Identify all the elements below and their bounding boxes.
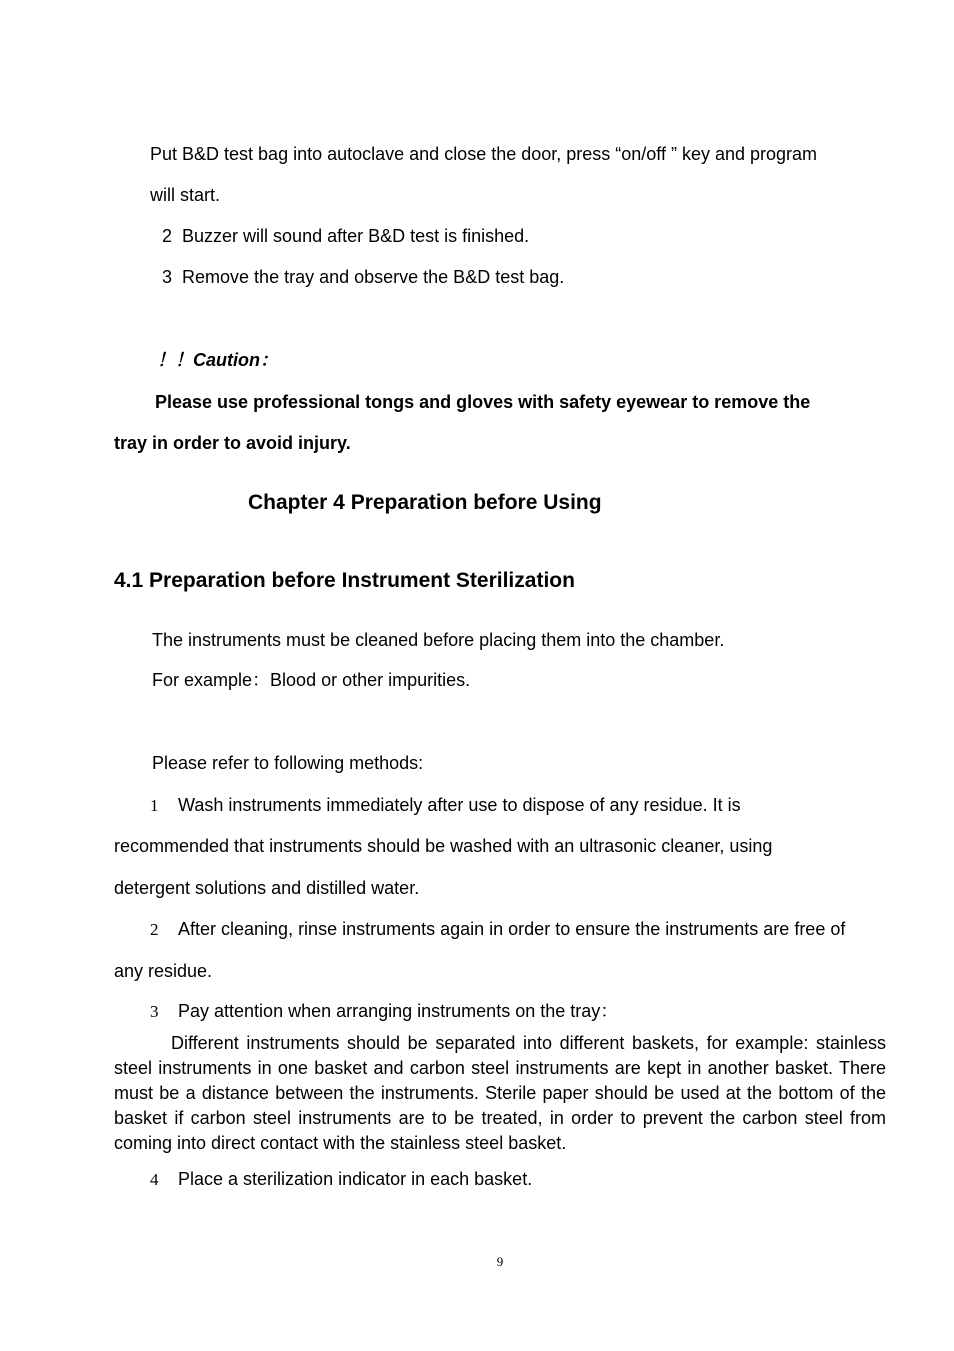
method-3-paragraph	[114, 1031, 886, 1156]
step-3-number: 3	[162, 267, 173, 287]
method-1-line-2: recommended that instruments should be washed with an ultrasonic cleaner, using	[114, 836, 773, 856]
step-2-text: Buzzer will sound after B&D test is finished.	[182, 226, 530, 246]
step-2-number: 2	[162, 226, 173, 246]
intro-line-1: Put B&D test bag into autoclave and close the door, press “on/off ” key and program	[150, 144, 818, 164]
intro-line-2: will start.	[150, 185, 221, 205]
section-title: 4.1 Preparation before Instrument Sterilization	[114, 569, 575, 592]
method-3-line-1: Pay attention when arranging instruments on the tray：	[178, 1001, 619, 1021]
method-3-paragraph-text: Different instruments should be separated into different baskets, for example: stainless steel instruments in one basket and carbon steel instruments are kept in another basket. There must be a distance between the instruments. Sterile paper should be used at the bottom of the basket if carbon steel instruments are to be treated, in order to prevent the carbon steel from coming into direct contact with the stainless steel basket.	[114, 1033, 886, 1153]
step-3	[162, 266, 564, 288]
caution-line-2: tray in order to avoid injury.	[114, 433, 351, 453]
step-3-text: Remove the tray and observe the B&D test bag.	[182, 267, 565, 287]
caution-title: ！！Caution：	[157, 350, 278, 370]
method-1	[150, 794, 741, 817]
method-1-line-1: Wash instruments immediately after use to dispose of any residue. It is	[178, 795, 741, 815]
method-1-number: 1	[150, 796, 159, 815]
method-4	[150, 1168, 532, 1191]
step-2	[162, 225, 529, 247]
page-number: 9	[496, 1254, 504, 1269]
caution-line-1: Please use professional tongs and gloves with safety eyewear to remove the	[155, 392, 811, 412]
method-2	[150, 918, 845, 941]
method-4-text: Place a sterilization indicator in each basket.	[178, 1169, 533, 1189]
para-clean: The instruments must be cleaned before placing them into the chamber.	[152, 630, 725, 650]
method-4-number: 4	[150, 1170, 159, 1189]
para-refer: Please refer to following methods:	[152, 753, 424, 773]
method-3	[150, 1000, 618, 1023]
chapter-title: Chapter 4 Preparation before Using	[248, 491, 602, 514]
method-2-line-2: any residue.	[114, 961, 213, 981]
para-example: For example：Blood or other impurities.	[152, 670, 471, 690]
method-2-line-1: After cleaning, rinse instruments again in order to ensure the instruments are free of	[178, 919, 846, 939]
method-2-number: 2	[150, 920, 159, 939]
method-3-number: 3	[150, 1002, 159, 1021]
method-1-line-3: detergent solutions and distilled water.	[114, 878, 420, 898]
